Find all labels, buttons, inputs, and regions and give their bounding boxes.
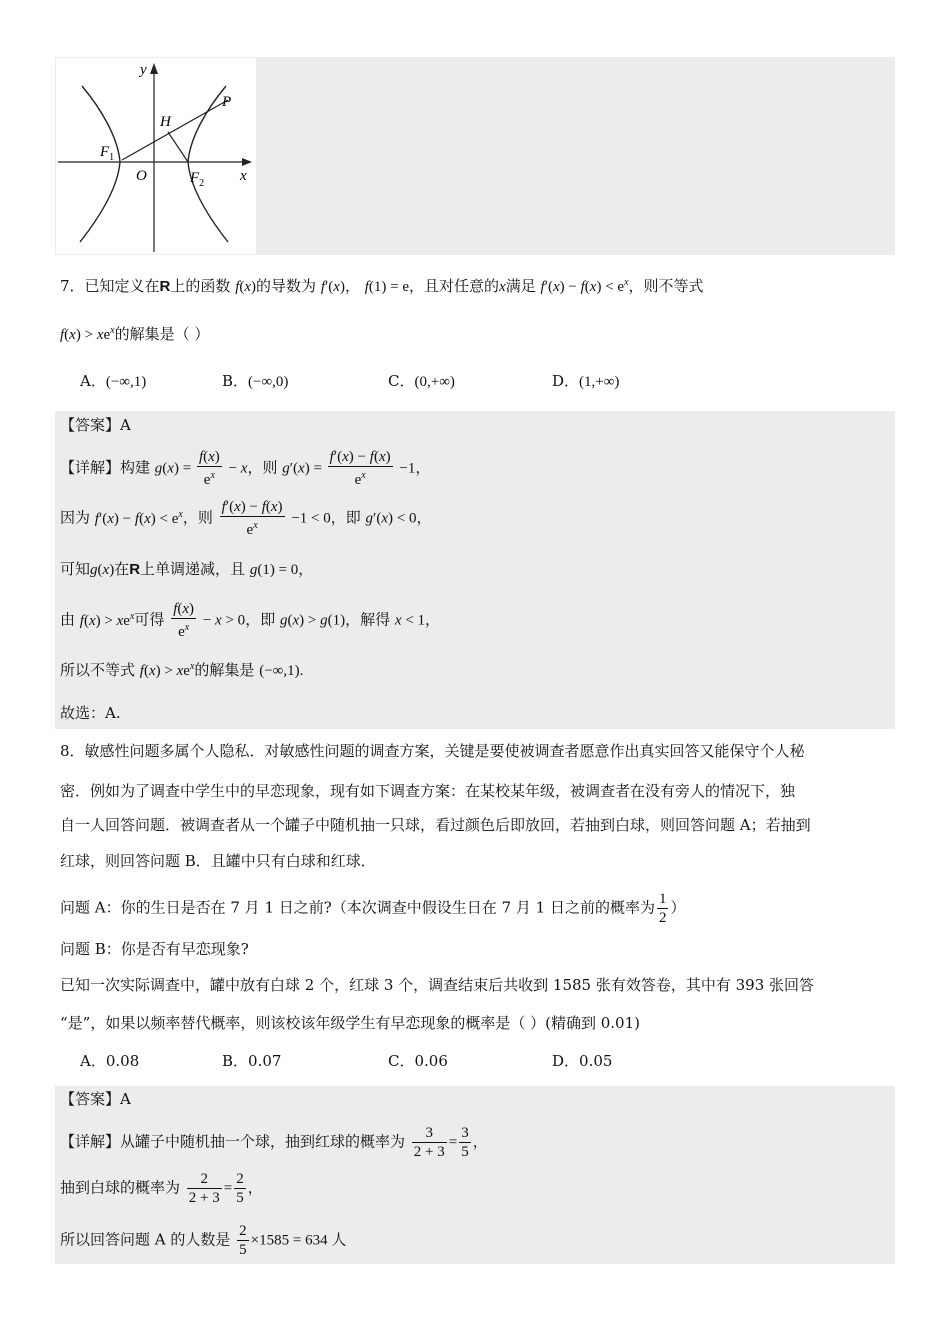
q7-detail-line4: 由 $f(x) > xe^x$可得 $\frac{f(x)}{e^x}$ − x > 0，即 g(x) > g(1)，解得 x < 1， — [60, 601, 441, 640]
q8-option-d: D．0.05 — [552, 1052, 613, 1070]
q7-option-c: C．(0,+∞) — [388, 372, 455, 390]
q8-paragraph-line4: 红球，则回答问题 B．且罐中只有白球和红球． — [60, 852, 376, 870]
q7-option-b: B．(−∞,0) — [222, 372, 289, 390]
q8-question-b: 问题 B：你是否有早恋现象? — [60, 940, 249, 958]
q8-paragraph-line1: 8．敏感性问题多属个人隐私．对敏感性问题的调查方案，关键是要使被调查者愿意作出真实回答又能保守个人秘 — [60, 742, 805, 760]
q7-stem-line1: 7．已知定义在R上的函数 f(x)的导数为 f′(x)， f(1) = e，且对任意的x满足 $f'(x) - f(x) < e^x$，则不等式 — [60, 277, 704, 295]
q8-paragraph-line2: 密．例如为了调查中学生中的早恋现象，现有如下调查方案：在某校某年级，被调查者在没有旁人的情况下，独 — [60, 782, 796, 800]
label-h: H — [160, 114, 171, 130]
label-f1: $F_1$ — [100, 144, 115, 163]
q7-option-a: A．(−∞,1) — [80, 372, 147, 390]
q8-detail-line2: 抽到白球的概率为 $\frac{2}{2 + 3}$ = $\frac{2}{5}$ ， — [60, 1171, 263, 1206]
q8-answer: 【答案】A — [60, 1090, 131, 1108]
q8-option-c: C．0.06 — [388, 1052, 448, 1070]
label-o: O — [136, 168, 147, 184]
hyperbola-figure — [56, 58, 256, 254]
q8-option-b: B．0.07 — [222, 1052, 282, 1070]
q7-conclusion: 故选：A. — [60, 704, 121, 722]
q7-detail-line3: 可知g(x)在R上单调递减，且 g(1) = 0， — [60, 560, 314, 578]
q7-answer: 【答案】A — [60, 416, 131, 434]
q7-stem-line2: $f(x) > xe^x$的解集是（ ） — [60, 325, 210, 343]
label-f2: $F_2$ — [190, 170, 205, 189]
q8-paragraph-line3: 自一人回答问题．被调查者从一个罐子中随机抽一只球，看过颜色后即放回，若抽到白球，则回答问题 A；若抽到 — [60, 816, 811, 834]
label-x: x — [240, 168, 247, 184]
q8-paragraph-line6: “是”，如果以频率替代概率，则该校该年级学生有早恋现象的概率是（ ）(精确到 0.01) — [60, 1014, 640, 1032]
q7-detail-line5: 所以不等式 $f(x) > xe^x$的解集是 (−∞,1). — [60, 661, 304, 679]
q8-question-a: 问题 A：你的生日是否在 7 月 1 日之前?（本次调查中假设生日在 7 月 1 日之前的概率为 $\frac{1}{2}$ ） — [60, 891, 686, 926]
q8-detail-line1: 【详解】从罐子中随机抽一个球，抽到红球的概率为 $\frac{3}{2 + 3}$ = $\frac{3}{5}$ ， — [60, 1125, 488, 1160]
q8-paragraph-line5: 已知一次实际调查中，罐中放有白球 2 个，红球 3 个，调查结束后共收到 1585 张有效答卷，其中有 393 张回答 — [60, 976, 815, 994]
q7-detail-line2: 因为 $f'(x) - f(x) < e^x$，则 $\frac{f'(x) - f(x)}{e^x}$ −1 < 0，即 g′(x) < 0， — [60, 499, 432, 538]
q8-option-a: A．0.08 — [80, 1052, 140, 1070]
q7-option-d: D．(1,+∞) — [552, 372, 620, 390]
label-p: P — [222, 94, 232, 110]
q8-detail-line3: 所以回答问题 A 的人数是 $\frac{2}{5}$ ×1585 = 634 人 — [60, 1223, 347, 1258]
label-y: y — [140, 62, 147, 78]
q7-detail-line1: 【详解】构建 g(x) = $\frac{f(x)}{e^x}$ − x，则 g′(x) = $\frac{f'(x) - f(x)}{e^x}$ −1， — [60, 449, 431, 488]
